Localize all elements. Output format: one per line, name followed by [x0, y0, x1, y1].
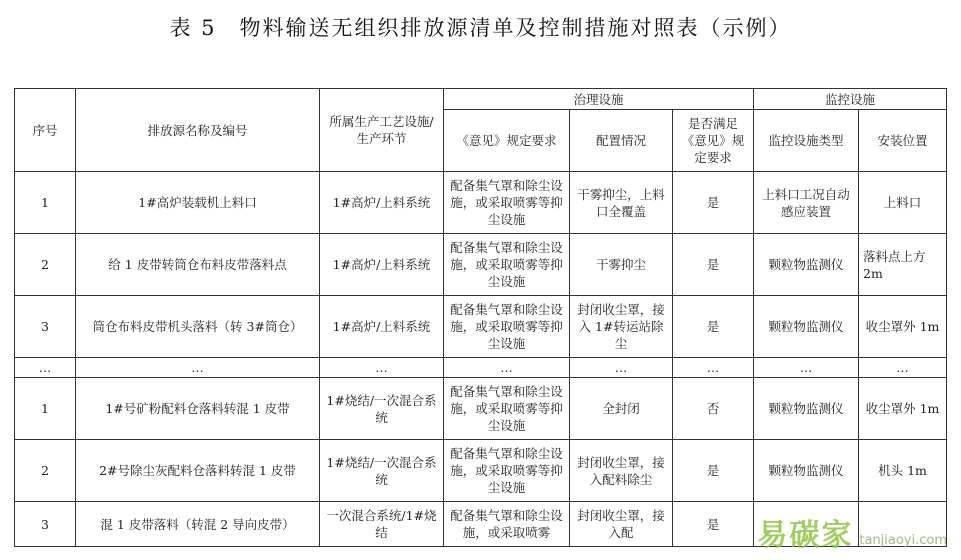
table-row [15, 234, 947, 296]
header-governance: 治理设施 [444, 89, 754, 110]
header-monitoring: 监控设施 [754, 89, 947, 110]
cell-source: 给 1 皮带转筒仓布料皮带落料点 [76, 234, 320, 296]
cell-install: … [859, 358, 947, 378]
cell-source: 1#高炉装载机上料口 [76, 172, 320, 234]
cell-process: 1#烧结/一次混合系统 [320, 440, 444, 502]
cell-source: 2#号除尘灰配料仓落料转混 1 皮带 [76, 440, 320, 502]
cell-config: 干雾抑尘 [570, 234, 673, 296]
cell-process: 1#高炉/上料系统 [320, 172, 444, 234]
cell-monitor: … [754, 358, 859, 378]
header-seq: 序号 [15, 89, 76, 172]
cell-install: 机头 1m [859, 440, 947, 502]
cell-monitor: 颗粒物监测仪 [754, 440, 859, 502]
table-row [15, 358, 947, 378]
table-row [15, 296, 947, 358]
cell-monitor: 颗粒物监测仪 [754, 378, 859, 440]
cell-install: 上料口 [859, 172, 947, 234]
cell-monitor: 上料口工况自动感应装置 [754, 172, 859, 234]
watermark-logo [757, 510, 947, 554]
cell-seq: … [15, 358, 76, 378]
table-title: 表 5 物料输送无组织排放源清单及控制措施对照表（示例） [169, 16, 792, 40]
cell-config: 全封闭 [570, 378, 673, 440]
cell-meets: … [673, 358, 754, 378]
cell-monitor: 颗粒物监测仪 [754, 296, 859, 358]
cell-req: 配备集气罩和除尘设施，或采取喷雾等抑尘设施 [444, 378, 570, 440]
cell-config: 封闭收尘罩，接入 1#转运站除尘 [570, 296, 673, 358]
header-install: 安装位置 [859, 110, 947, 172]
cell-source: … [76, 358, 320, 378]
cell-meets: 是 [673, 502, 754, 547]
cell-meets: 是 [673, 296, 754, 358]
cell-req: 配备集气罩和除尘设施，或采取喷雾等抑尘设施 [444, 234, 570, 296]
cell-install: 落料点上方 2m [859, 234, 947, 296]
cell-seq: 3 [15, 502, 76, 547]
cell-process: … [320, 358, 444, 378]
table-row [15, 172, 947, 234]
cell-seq: 1 [15, 378, 76, 440]
header-requirement: 《意见》规定要求 [444, 110, 570, 172]
cell-meets: 是 [673, 234, 754, 296]
cell-meets: 否 [673, 378, 754, 440]
table-row [15, 378, 947, 440]
cell-process: 1#烧结/一次混合系统 [320, 378, 444, 440]
cell-req: 配备集气罩和除尘设施，或采取喷雾等抑尘设施 [444, 172, 570, 234]
cell-seq: 3 [15, 296, 76, 358]
cell-req: 配备集气罩和除尘设施，或采取喷雾等抑尘设施 [444, 296, 570, 358]
cell-req: 配备集气罩和除尘设施，或采取喷雾等抑尘设施 [444, 440, 570, 502]
cell-process: 1#高炉/上料系统 [320, 296, 444, 358]
cell-seq: 2 [15, 234, 76, 296]
cell-meets: 是 [673, 172, 754, 234]
cell-source: 1#号矿粉配料仓落料转混 1 皮带 [76, 378, 320, 440]
header-source: 排放源名称及编号 [76, 89, 320, 172]
cell-install: 收尘罩外 1m [859, 378, 947, 440]
cell-meets: 是 [673, 440, 754, 502]
emission-table [14, 88, 947, 547]
table-body [15, 172, 947, 547]
cell-install: 收尘罩外 1m [859, 296, 947, 358]
cell-seq: 1 [15, 172, 76, 234]
cell-req: 配备集气罩和除尘设施，或采取喷雾 [444, 502, 570, 547]
header-config: 配置情况 [570, 110, 673, 172]
watermark-cn: 易碳家 [757, 518, 854, 553]
header-meets: 是否满足《意见》规定要求 [673, 110, 754, 172]
cell-process: 1#高炉/上料系统 [320, 234, 444, 296]
cell-process: 一次混合系统/1#烧结 [320, 502, 444, 547]
cell-req: … [444, 358, 570, 378]
cell-source: 筒仓布料皮带机头落料（转 3#筒仓） [76, 296, 320, 358]
cell-config: 封闭收尘罩，接入配料除尘 [570, 440, 673, 502]
cell-source: 混 1 皮带落料（转混 2 导向皮带） [76, 502, 320, 547]
cell-seq: 2 [15, 440, 76, 502]
header-monitor-type: 监控设施类型 [754, 110, 859, 172]
table-row [15, 440, 947, 502]
cell-config: 干雾抑尘，上料口全覆盖 [570, 172, 673, 234]
cell-config: 封闭收尘罩，接入配 [570, 502, 673, 547]
header-process: 所属生产工艺设施/生产环节 [320, 89, 444, 172]
cell-monitor: 颗粒物监测仪 [754, 234, 859, 296]
watermark-en: tanjiaoyi.com [859, 533, 947, 548]
cell-config: … [570, 358, 673, 378]
